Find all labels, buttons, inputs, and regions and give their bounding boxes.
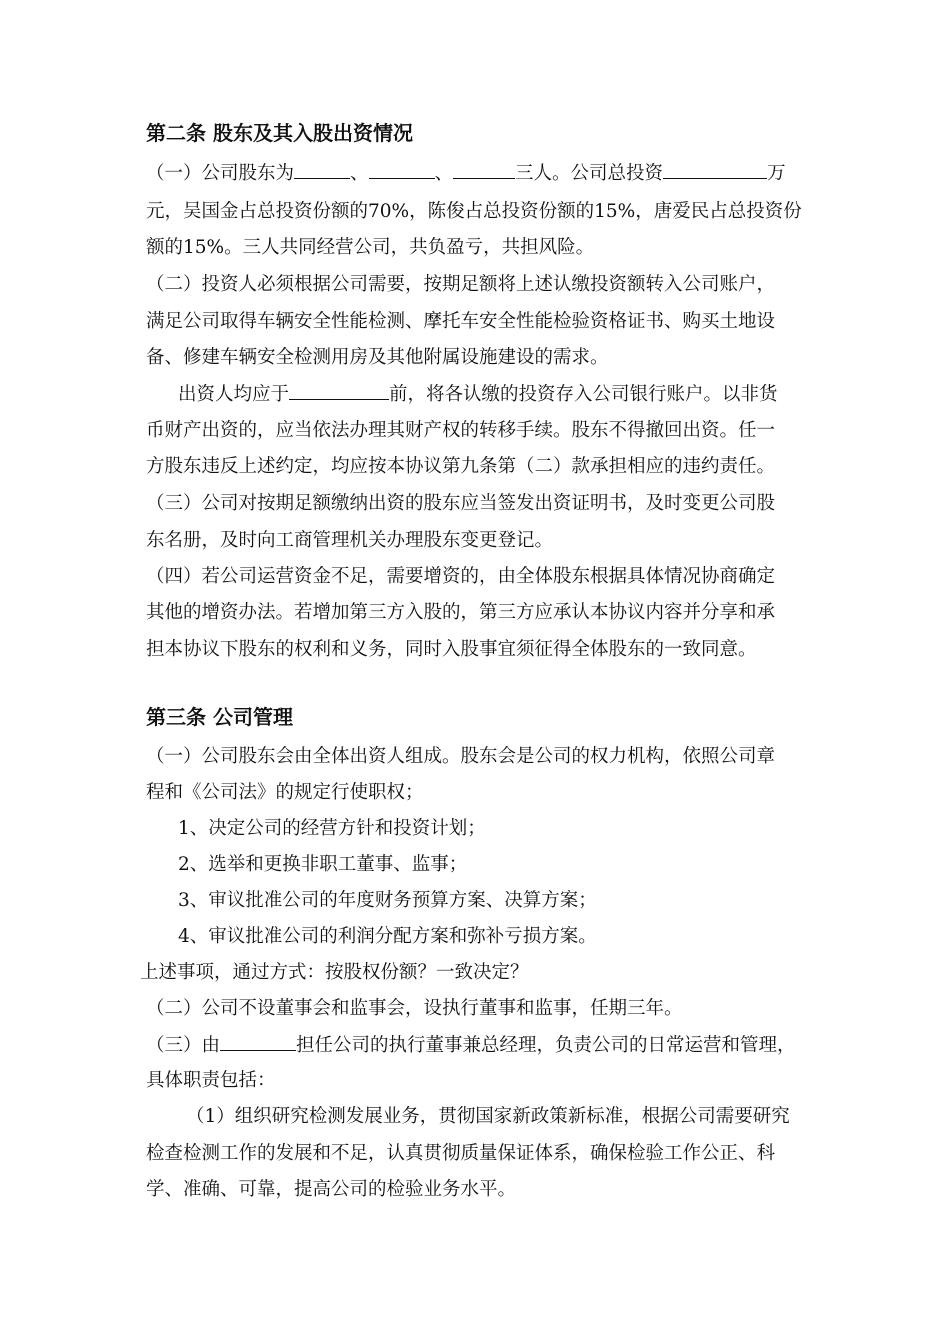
duty-1-line-3: 学、准确、可靠，提高公司的检验业务水平。 bbox=[146, 1179, 517, 1200]
list-item: 1、决定公司的经营方针和投资计划； bbox=[178, 818, 486, 839]
text: 万 bbox=[767, 163, 786, 184]
duty-1-line-2: 检查检测工作的发展和不足，认真贯彻质量保证体系，确保检验工作公正、科 bbox=[146, 1143, 776, 1164]
blank-total-investment[interactable] bbox=[663, 160, 767, 179]
article-2-para-2-line-1: （二）投资人必须根据公司需要，按期足额将上述认缴投资额转入公司账户， bbox=[146, 274, 776, 295]
article-2-para-3-line-1 bbox=[178, 381, 778, 407]
article-2-para-3-line-2: 币财产出资的，应当依法办理其财产权的转移手续。股东不得撤回出资。任一 bbox=[146, 420, 776, 441]
article-2-para-2-line-2: 满足公司取得车辆安全性能检测、摩托车安全性能检验资格证书、购买土地设 bbox=[146, 311, 776, 332]
duty-1-line-1: （1）组织研究检测发展业务，贯彻国家新政策新标准，根据公司需要研究 bbox=[186, 1106, 790, 1127]
blank-shareholder-1[interactable] bbox=[294, 160, 350, 179]
article-2-para-2-line-3: 备、修建车辆安全检测用房及其他附属设施建设的需求。 bbox=[146, 347, 609, 368]
article-3-para-1-line-2: 程和《公司法》的规定行使职权； bbox=[146, 782, 424, 803]
list-item: 4、审议批准公司的利润分配方案和弥补亏损方案。 bbox=[178, 926, 597, 947]
article-3-heading: 第三条 公司管理 bbox=[146, 705, 293, 729]
voting-method: 上述事项，通过方式：按股权份额？一致决定？ bbox=[140, 962, 529, 983]
article-2-para-1-line-2: 元，吴国金占总投资份额的70%，陈俊占总投资份额的15%，唐爱民占总投资份 bbox=[146, 201, 802, 222]
text: 出资人均应于 bbox=[178, 384, 290, 405]
list-item: 2、选举和更换非职工董事、监事； bbox=[178, 854, 468, 875]
article-3-para-3-line-2: 具体职责包括： bbox=[146, 1070, 276, 1091]
article-3-para-1-line-1: （一）公司股东会由全体出资人组成。股东会是公司的权力机构，依照公司章 bbox=[146, 746, 776, 767]
blank-executive-director[interactable] bbox=[220, 1032, 296, 1051]
article-2-para-3-line-3: 方股东违反上述约定，均应按本协议第九条第（二）款承担相应的违约责任。 bbox=[146, 456, 776, 477]
article-2-para-5-line-2: 其他的增资办法。若增加第三方入股的，第三方应承认本协议内容并分享和承 bbox=[146, 602, 776, 623]
article-3-para-3-line-1 bbox=[146, 1032, 796, 1058]
article-2-para-4-line-1: （三）公司对按期足额缴纳出资的股东应当签发出资证明书，及时变更公司股 bbox=[146, 493, 776, 514]
article-2-para-4-line-2: 东名册，及时向工商管理机关办理股东变更登记。 bbox=[146, 530, 554, 551]
text: （一）公司股东为 bbox=[146, 163, 295, 184]
text: 担任公司的执行董事兼总经理，负责公司的日常运营和管理， bbox=[296, 1035, 796, 1056]
article-2-heading: 第二条 股东及其入股出资情况 bbox=[146, 121, 413, 145]
article-2-para-1-line-3: 额的15%。三人共同经营公司，共负盈亏，共担风险。 bbox=[146, 237, 595, 258]
blank-deadline[interactable] bbox=[289, 381, 389, 400]
text: 前，将各认缴的投资存入公司银行账户。以非货 bbox=[389, 384, 778, 405]
list-item: 3、审议批准公司的年度财务预算方案、决算方案； bbox=[178, 890, 597, 911]
text: 三人。公司总投资 bbox=[515, 163, 664, 184]
blank-shareholder-2[interactable] bbox=[369, 160, 435, 179]
blank-shareholder-3[interactable] bbox=[453, 160, 515, 179]
text: （三）由 bbox=[146, 1035, 221, 1056]
article-3-para-2: （二）公司不设董事会和监事会，设执行董事和监事，任期三年。 bbox=[146, 998, 683, 1019]
article-2-para-1-line-1 bbox=[146, 160, 786, 186]
separator: 、 bbox=[350, 163, 369, 184]
article-2-para-5-line-3: 担本协议下股东的权利和义务，同时入股事宜须征得全体股东的一致同意。 bbox=[146, 639, 757, 660]
article-2-para-5-line-1: （四）若公司运营资金不足，需要增资的，由全体股东根据具体情况协商确定 bbox=[146, 566, 776, 587]
separator: 、 bbox=[434, 163, 454, 184]
